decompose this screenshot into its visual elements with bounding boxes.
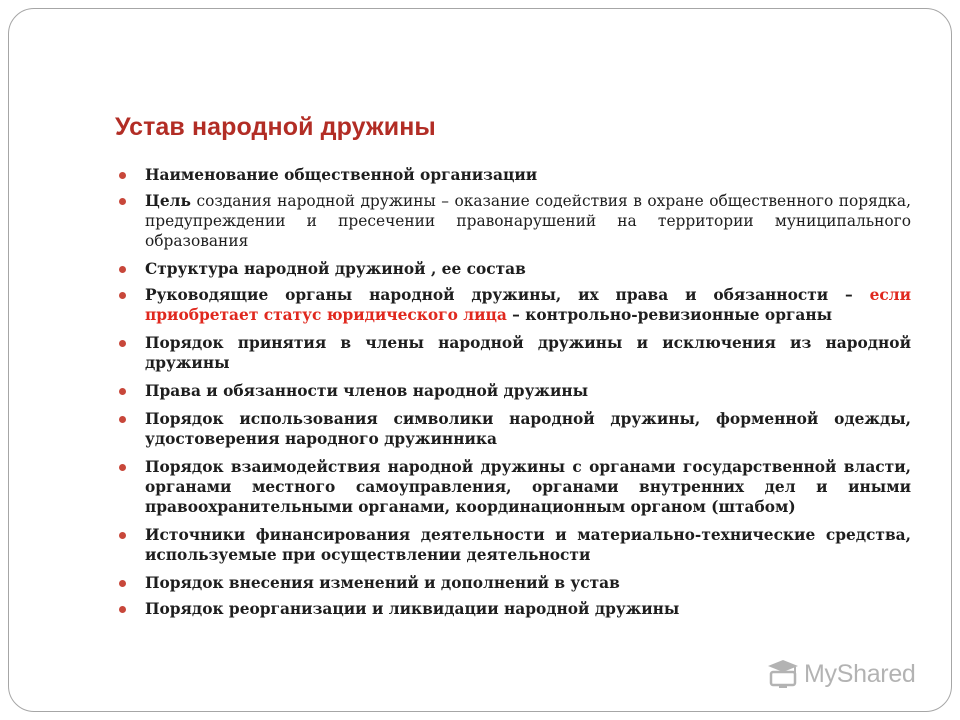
bullet-lead: Цель	[145, 192, 191, 210]
bullet-dot-icon	[119, 198, 126, 205]
list-item	[115, 191, 911, 251]
bullet-text: Порядок реорганизации и ликвидации народной дружины	[145, 600, 680, 618]
watermark-text: MyShared	[804, 659, 916, 688]
bullet-dot-icon	[119, 532, 126, 539]
list-item	[115, 333, 911, 373]
bullet-text: Руководящие органы народной дружины, их права и обязанности –	[145, 286, 870, 304]
list-item	[115, 525, 911, 565]
list-item	[115, 259, 911, 279]
bullet-text: создания народной дружины – оказание содействия в охране общественного порядка, предупреждении и пресечении правонарушений на территории муниципального образования	[145, 192, 911, 250]
myshared-watermark	[766, 656, 916, 692]
bullet-list	[115, 165, 911, 625]
list-item	[115, 599, 911, 619]
list-item	[115, 285, 911, 325]
bullet-text: Порядок взаимодействия народной дружины с органами государственной власти, органами местного самоуправления, органами внутренних дел и иными правоохранительными органами, координационным органом (штабом)	[145, 458, 911, 516]
bullet-text: Структура народной дружиной , ее состав	[145, 260, 526, 278]
highlight-text: если приобретает статус юридического лица	[145, 286, 911, 324]
bullet-dot-icon	[119, 172, 126, 179]
bullet-dot-icon	[119, 266, 126, 273]
list-item	[115, 165, 911, 185]
bullet-text: Права и обязанности членов народной дружины	[145, 382, 589, 400]
bullet-text: Порядок использования символики народной дружины, форменной одежды, удостоверения народного дружинника	[145, 410, 911, 448]
bullet-dot-icon	[119, 340, 126, 347]
bullet-text: Источники финансирования деятельности и материально-технические средства, используемые при осуществлении деятельности	[145, 526, 911, 564]
list-item	[115, 457, 911, 517]
bullet-dot-icon	[119, 580, 126, 587]
bullet-text-tail: – контрольно-ревизионные органы	[506, 306, 833, 324]
mortarboard-monitor-icon	[766, 658, 800, 690]
bullet-text: Порядок внесения изменений и дополнений в устав	[145, 574, 620, 592]
list-item	[115, 381, 911, 401]
bullet-dot-icon	[119, 416, 126, 423]
slide-frame	[8, 8, 952, 712]
list-item	[115, 573, 911, 593]
bullet-dot-icon	[119, 292, 126, 299]
bullet-dot-icon	[119, 606, 126, 613]
bullet-text: Порядок принятия в члены народной дружины и исключения из народной дружины	[145, 334, 911, 372]
bullet-text: Наименование общественной организации	[145, 166, 538, 184]
bullet-dot-icon	[119, 388, 126, 395]
list-item	[115, 409, 911, 449]
bullet-dot-icon	[119, 464, 126, 471]
slide-title: Устав народной дружины	[115, 113, 436, 141]
